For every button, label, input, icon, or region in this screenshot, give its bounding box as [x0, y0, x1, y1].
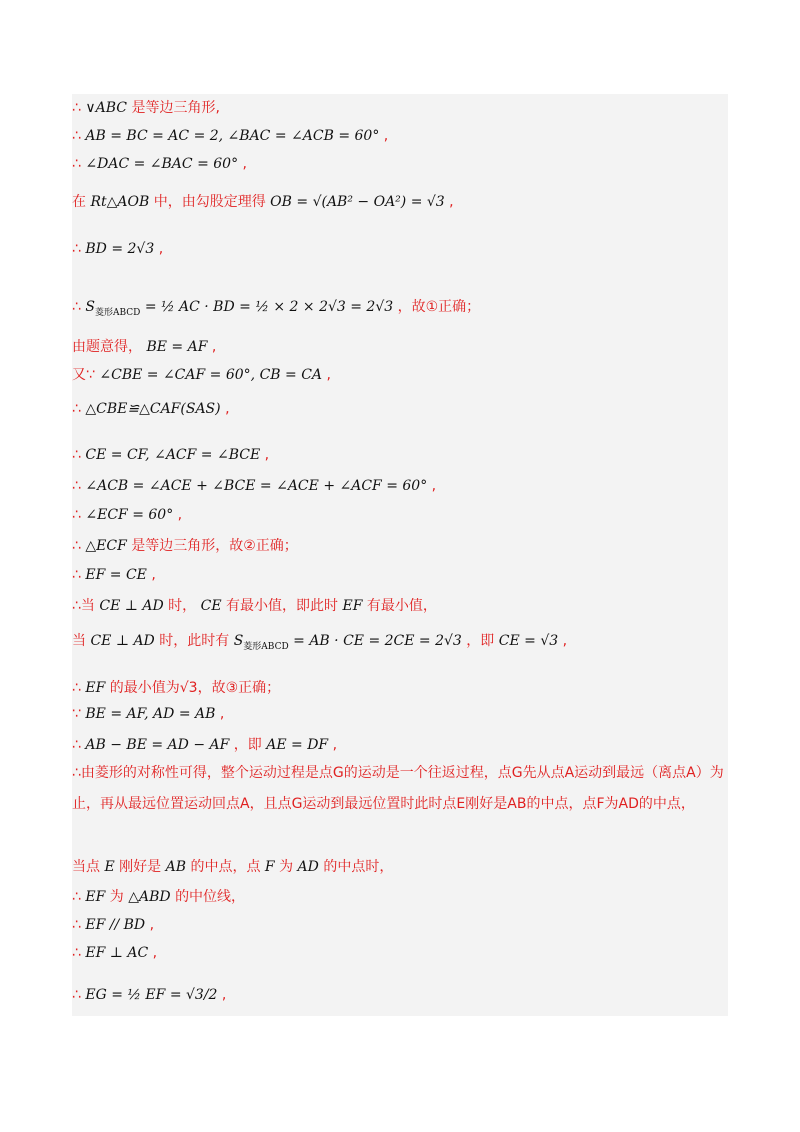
- solution-line: [72, 679, 280, 697]
- solution-line: [72, 916, 154, 934]
- line-text: 有最小值，: [366, 598, 437, 614]
- math-expression: △ECF: [85, 538, 127, 554]
- solution-line: [72, 888, 245, 906]
- line-text: 当点: [72, 859, 100, 875]
- math-expression: ∨ABC: [85, 100, 127, 116]
- line-text: ,: [151, 567, 156, 583]
- math-expression: EF: [342, 598, 363, 614]
- line-text: ,: [152, 945, 158, 961]
- solution-line: [72, 240, 163, 258]
- math-expression: F: [264, 859, 275, 875]
- solution-line: [72, 400, 230, 418]
- math-expression: ∠CBE = ∠CAF = 60°, CB = CA: [99, 367, 323, 383]
- math-expression: CE ⊥ AD: [99, 598, 164, 614]
- math-expression: ∠ECF = 60°: [85, 507, 174, 523]
- solution-line: [72, 298, 480, 322]
- solution-line: [72, 155, 247, 173]
- line-text: 当: [72, 633, 86, 649]
- line-text: 的中位线，: [175, 889, 246, 905]
- line-text: 是等边三角形，故②正确；: [131, 538, 298, 554]
- math-subscript: 菱形ABCD: [243, 642, 289, 652]
- line-text: ,: [149, 917, 155, 933]
- math-expression: △ABD: [128, 889, 171, 905]
- math-expression: Rt△AOB: [90, 194, 150, 210]
- math-expression: AE = DF: [266, 737, 329, 753]
- therefore-symbol: ∴: [72, 156, 81, 172]
- line-text: ,: [242, 156, 247, 172]
- math-expression: AD: [297, 859, 319, 875]
- solution-line: [72, 705, 224, 723]
- therefore-symbol: ∴: [72, 401, 81, 417]
- therefore-symbol: ∴: [72, 987, 81, 1003]
- math-expression: EF: [85, 889, 106, 905]
- math-expression: AB = BC = AC = 2, ∠BAC = ∠ACB = 60°: [85, 128, 380, 144]
- solution-line: [72, 193, 454, 211]
- solution-line: [72, 858, 393, 876]
- math-subscript: 菱形ABCD: [94, 308, 141, 318]
- math-expression: CE: [200, 598, 222, 614]
- math-expression: S: [233, 633, 244, 649]
- line-text: 时，此时有: [159, 633, 230, 649]
- math-expression: CE = √3: [498, 633, 559, 649]
- line-text: ，即: [233, 737, 262, 753]
- therefore-symbol: ∴: [72, 889, 81, 905]
- math-expression: CE ⊥ AD: [90, 633, 155, 649]
- solution-line: [72, 506, 182, 524]
- line-text: ,: [211, 339, 217, 355]
- therefore-symbol: ∴: [72, 737, 81, 753]
- math-expression: ∠ACB = ∠ACE + ∠BCE = ∠ACE + ∠ACF = 60°: [85, 478, 428, 494]
- line-text: 的中点，点: [190, 859, 261, 875]
- math-expression: △CBE≌△CAF(SAS): [85, 401, 221, 417]
- therefore-symbol: ∴: [72, 567, 81, 583]
- solution-line: [72, 736, 337, 754]
- math-expression: BE = AF: [146, 339, 208, 355]
- line-text: ,: [383, 128, 389, 144]
- math-expression: E: [104, 859, 115, 875]
- line-text: 当: [80, 598, 95, 614]
- solution-line: [72, 566, 156, 584]
- solution-line: [72, 632, 567, 656]
- therefore-symbol: ∴: [72, 128, 81, 144]
- line-text: ,: [326, 367, 331, 383]
- therefore-symbol: ∴: [72, 507, 81, 523]
- solution-panel: [72, 94, 728, 1016]
- math-expression: AB: [165, 859, 186, 875]
- line-text: ,: [332, 737, 338, 753]
- line-text: 刚好是: [119, 859, 162, 875]
- solution-line: [72, 597, 437, 615]
- line-text: 在: [72, 194, 86, 210]
- line-text: ,: [431, 478, 437, 494]
- line-text: 有最小值，即此时: [226, 598, 339, 614]
- therefore-symbol: ∴: [72, 447, 81, 463]
- therefore-symbol: ∴: [72, 299, 81, 315]
- therefore-symbol: ∴: [72, 680, 81, 696]
- math-expression: = ½ AC · BD = ½ × 2 × 2√3 = 2√3: [144, 299, 394, 315]
- therefore-symbol: ∴: [72, 917, 81, 933]
- line-text: ,: [225, 401, 230, 417]
- line-text: ，即: [466, 633, 495, 649]
- math-expression: EF // BD: [85, 917, 146, 933]
- line-text: ,: [449, 194, 454, 210]
- solution-paragraph: [72, 758, 726, 820]
- line-text: ,: [219, 706, 225, 722]
- line-text: 中，由勾股定理得: [153, 194, 266, 210]
- line-text: 又∵: [72, 367, 95, 383]
- therefore-symbol: ∴: [72, 100, 81, 116]
- line-text: 由题意得，: [72, 339, 142, 355]
- therefore-symbol: ∵: [72, 706, 81, 722]
- line-text: 的中点时，: [323, 859, 394, 875]
- solution-line: [72, 446, 269, 464]
- solution-line: [72, 366, 331, 384]
- line-text: ,: [562, 633, 568, 649]
- math-expression: BD = 2√3: [85, 241, 155, 257]
- line-text: 为: [279, 859, 294, 875]
- paragraph-text: ∴由菱形的对称性可得，整个运动过程是点G的运动是一个往返过程，点G先从点A运动到最远（离点A）为止，再从最远位置运动回点A，且点G运动到最远位置时此时点E刚好是AB的中点，点F为AD的中点，: [72, 765, 724, 812]
- solution-line: [72, 127, 388, 145]
- math-expression: ∠DAC = ∠BAC = 60°: [85, 156, 239, 172]
- line-text: ,: [264, 447, 270, 463]
- solution-line: [72, 99, 220, 117]
- line-text: 是等边三角形,: [131, 100, 220, 116]
- therefore-symbol: ∴: [72, 945, 81, 961]
- line-text: ,: [158, 241, 164, 257]
- line-text: 的最小值为√3，故③正确；: [109, 680, 281, 696]
- therefore-symbol: ∴: [72, 538, 81, 554]
- line-text: ,: [221, 987, 227, 1003]
- therefore-symbol: ∴: [72, 241, 81, 257]
- line-text: ，故①正确；: [397, 299, 481, 315]
- solution-line: [72, 338, 216, 356]
- line-text: 为: [109, 889, 124, 905]
- math-expression: EF: [85, 680, 106, 696]
- solution-line: [72, 477, 436, 495]
- math-expression: = AB · CE = 2CE = 2√3: [293, 633, 462, 649]
- solution-line: [72, 537, 298, 555]
- math-expression: EF = CE: [85, 567, 147, 583]
- line-text: 时，: [168, 598, 197, 614]
- therefore-symbol: ∴: [72, 598, 81, 614]
- line-text: ,: [177, 507, 183, 523]
- math-expression: AB − BE = AD − AF: [85, 737, 230, 753]
- math-expression: CE = CF, ∠ACF = ∠BCE: [85, 447, 261, 463]
- math-expression: BE = AF, AD = AB: [85, 706, 216, 722]
- solution-line: [72, 986, 226, 1004]
- solution-line: [72, 944, 157, 962]
- math-expression: S: [85, 299, 95, 315]
- math-expression: EG = ½ EF = √3/2: [85, 987, 218, 1003]
- therefore-symbol: ∴: [72, 478, 81, 494]
- math-expression: EF ⊥ AC: [85, 945, 149, 961]
- math-expression: OB = √(AB² − OA²) = √3: [270, 194, 445, 210]
